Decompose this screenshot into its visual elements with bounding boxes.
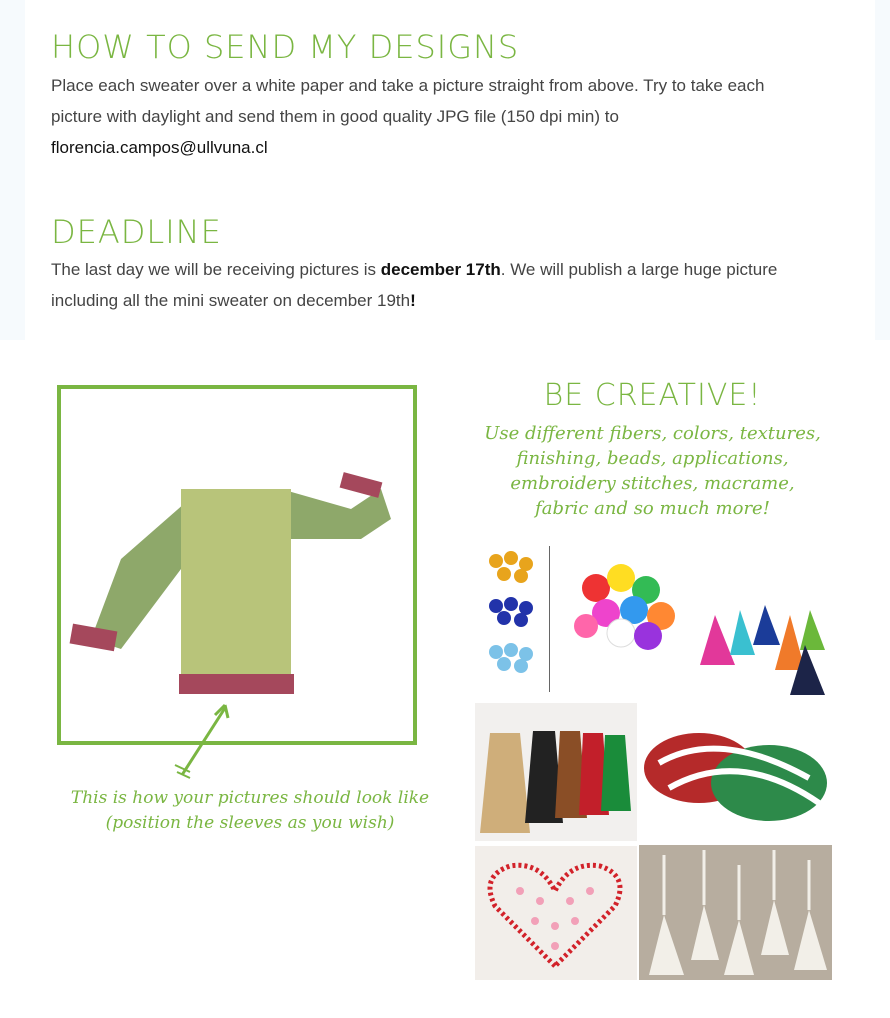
arrow-icon (170, 700, 240, 785)
deadline-post: . We will publish a large huge picture (500, 260, 778, 279)
yarn-cones-photo (475, 703, 637, 841)
sweater-photo (61, 389, 413, 741)
deadline-bang: ! (410, 291, 416, 310)
caption-line-2: (position the sleeves as you wish) (105, 813, 395, 833)
creative-line: finishing, beads, applications, (516, 448, 789, 469)
heart-embroidery-photo (475, 846, 637, 980)
creative-line: embroidery stitches, macrame, (510, 473, 795, 494)
send-heading: HOW TO SEND MY DESIGNS (51, 28, 520, 66)
deadline-pre: The last day we will be receiving pictures is (51, 260, 381, 279)
creative-heading: BE CREATIVE! (543, 378, 762, 413)
caption-line-1: This is how your pictures should look like (70, 788, 430, 808)
email-link[interactable]: florencia.campos@ullvuna.cl (51, 138, 268, 157)
deadline-heading: DEADLINE (51, 213, 222, 251)
send-text (51, 70, 831, 163)
creative-text (470, 421, 835, 521)
yarn-skeins-photo (639, 708, 832, 843)
deadline-text (51, 254, 831, 316)
creative-line: Use different fibers, colors, textures, (484, 423, 821, 444)
beads-photo (476, 546, 550, 692)
deadline-date: december 17th (380, 260, 501, 279)
pompoms-photo (566, 548, 688, 658)
tassels-photo (695, 575, 835, 700)
deadline-line-2: including all the mini sweater on december 19th (51, 291, 411, 310)
send-line-2: picture with daylight and send them in good quality JPG file (150 dpi min) to (51, 107, 619, 126)
sweater-photo-frame (57, 385, 417, 745)
macrame-tassels-photo (639, 845, 832, 980)
example-caption (60, 786, 440, 836)
creative-line: fabric and so much more! (535, 498, 770, 519)
send-line-1: Place each sweater over a white paper and take a picture straight from above. Try to take each (51, 76, 765, 95)
